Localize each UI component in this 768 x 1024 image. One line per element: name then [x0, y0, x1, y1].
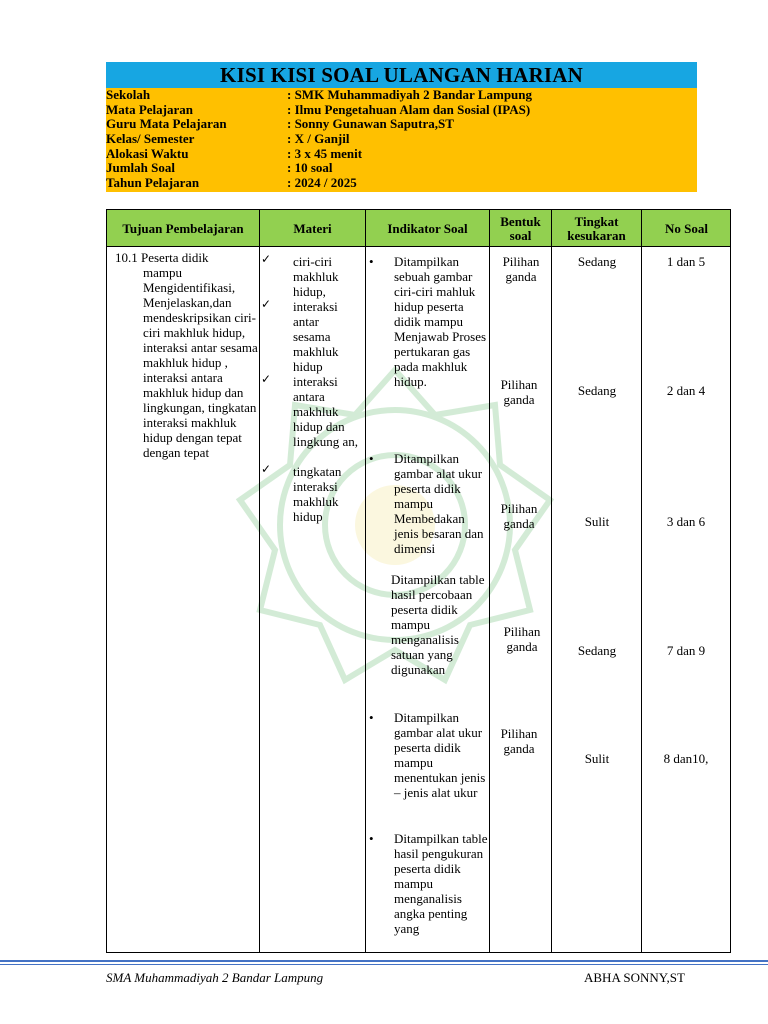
checkmark-icon: ✓ — [261, 252, 272, 266]
kisi-kisi-table — [106, 209, 731, 953]
info-value: : SMK Muhammadiyah 2 Bandar Lampung — [287, 87, 533, 102]
tingkat-cell: Sedang — [577, 254, 617, 269]
bullet-icon: • — [369, 710, 374, 725]
info-value: : Sonny Gunawan Saputra,ST — [287, 116, 454, 132]
footer-divider — [0, 964, 768, 965]
info-label: Mata Pelajaran — [106, 101, 194, 117]
indikator-text: Ditampilkan table hasil percobaan peserta didik mampu menganalisis satuan yang digunakan — [391, 572, 485, 677]
column-divider — [489, 210, 490, 952]
info-value: : 3 x 45 menit — [287, 145, 363, 161]
indikator-text: Ditampilkan sebuah gambar ciri-ciri mahluk hidup peserta didik mampu Menjawab Proses pertukaran gas pada makhluk hidup. — [394, 254, 487, 389]
no-soal-cell: 3 dan 6 — [666, 514, 706, 529]
info-row-guru — [106, 117, 697, 132]
column-header-tujuan: Tujuan Pembelajaran — [122, 220, 244, 236]
indikator-text: Ditampilkan table hasil pengukuran peserta didik mampu menganalisis angka penting yang — [394, 831, 488, 936]
no-soal-cell: 1 dan 5 — [666, 254, 706, 269]
info-label: Jumlah Soal — [106, 160, 175, 176]
materi-text: tingkatan interaksi makhluk hidup — [293, 464, 342, 524]
no-soal-cell: 7 dan 9 — [666, 643, 706, 658]
info-label: Guru Mata Pelajaran — [106, 116, 227, 132]
tingkat-cell: Sedang — [577, 643, 617, 658]
bullet-icon: • — [369, 451, 374, 466]
column-divider — [551, 210, 552, 952]
checkmark-icon: ✓ — [261, 462, 272, 476]
info-block — [106, 88, 697, 192]
info-label: Alokasi Waktu — [106, 145, 189, 161]
footer-author: ABHA SONNY,ST — [584, 970, 685, 985]
bentuk-cell: Pilihan ganda — [500, 501, 538, 531]
column-header-tingkat: Tingkat kesukaran — [567, 213, 626, 243]
info-row-kelas — [106, 132, 697, 147]
column-divider — [365, 210, 366, 952]
tingkat-cell: Sedang — [577, 383, 617, 398]
bullet-icon: • — [369, 254, 374, 269]
checkmark-icon: ✓ — [261, 372, 272, 386]
tujuan-rest: mampu Mengidentifikasi, Menjelaskan,dan mendeskripsikan ciri-ciri makhluk hidup, interaksi antar sesama makhluk hidup , interaksi antara makhluk hidup dan lingkungan, tingkatan interaksi makhluk hidup dengan tepat dengan tepat — [143, 265, 258, 460]
indikator-text: Ditampilkan gambar alat ukur peserta didik mampu Membedakan jenis besaran dan dimensi — [394, 451, 484, 556]
materi-text: ciri-ciri makhluk hidup, — [293, 254, 339, 299]
checkmark-icon: ✓ — [261, 297, 272, 311]
info-value: : Ilmu Pengetahuan Alam dan Sosial (IPAS) — [287, 101, 531, 117]
bentuk-cell: Pilihan ganda — [500, 377, 538, 407]
info-label: Sekolah — [106, 87, 151, 102]
footer-school-name: SMA Muhammadiyah 2 Bandar Lampung — [106, 970, 324, 985]
no-soal-cell: 8 dan10, — [663, 751, 709, 766]
bentuk-cell: Pilihan ganda — [500, 726, 538, 756]
document-title: KISI KISI SOAL ULANGAN HARIAN — [106, 62, 697, 88]
bentuk-cell: Pilihan ganda — [502, 254, 540, 284]
info-value: : X / Ganjil — [287, 131, 350, 147]
tingkat-cell: Sulit — [584, 514, 610, 529]
footer-divider — [0, 960, 768, 962]
bullet-icon: • — [369, 831, 374, 846]
info-row-sekolah — [106, 88, 697, 103]
tujuan-first-line: 10.1 Peserta didik — [115, 250, 209, 265]
info-row-mata-pelajaran — [106, 103, 697, 118]
materi-text: interaksi antar sesama makhluk hidup — [293, 299, 339, 374]
tujuan-cell — [115, 250, 260, 460]
info-value: : 10 soal — [287, 160, 333, 176]
bentuk-cell: Pilihan ganda — [503, 624, 541, 654]
column-divider — [641, 210, 642, 952]
indikator-text: Ditampilkan gambar alat ukur peserta didik mampu menentukan jenis – jenis alat ukur — [394, 710, 486, 800]
column-header-indikator: Indikator Soal — [387, 220, 468, 236]
info-row-jumlah — [106, 161, 697, 176]
info-value: : 2024 / 2025 — [287, 175, 357, 191]
info-row-tahun — [106, 176, 697, 191]
column-header-materi: Materi — [293, 220, 332, 236]
column-header-no-soal: No Soal — [665, 220, 708, 236]
info-label: Tahun Pelajaran — [106, 175, 200, 191]
tingkat-cell: Sulit — [584, 751, 610, 766]
info-row-alokasi — [106, 147, 697, 162]
info-label: Kelas/ Semester — [106, 131, 195, 147]
materi-text: interaksi antara makhluk hidup dan lingkung an, — [293, 374, 358, 449]
no-soal-cell: 2 dan 4 — [666, 383, 706, 398]
column-header-bentuk: Bentuk soal — [500, 213, 541, 243]
